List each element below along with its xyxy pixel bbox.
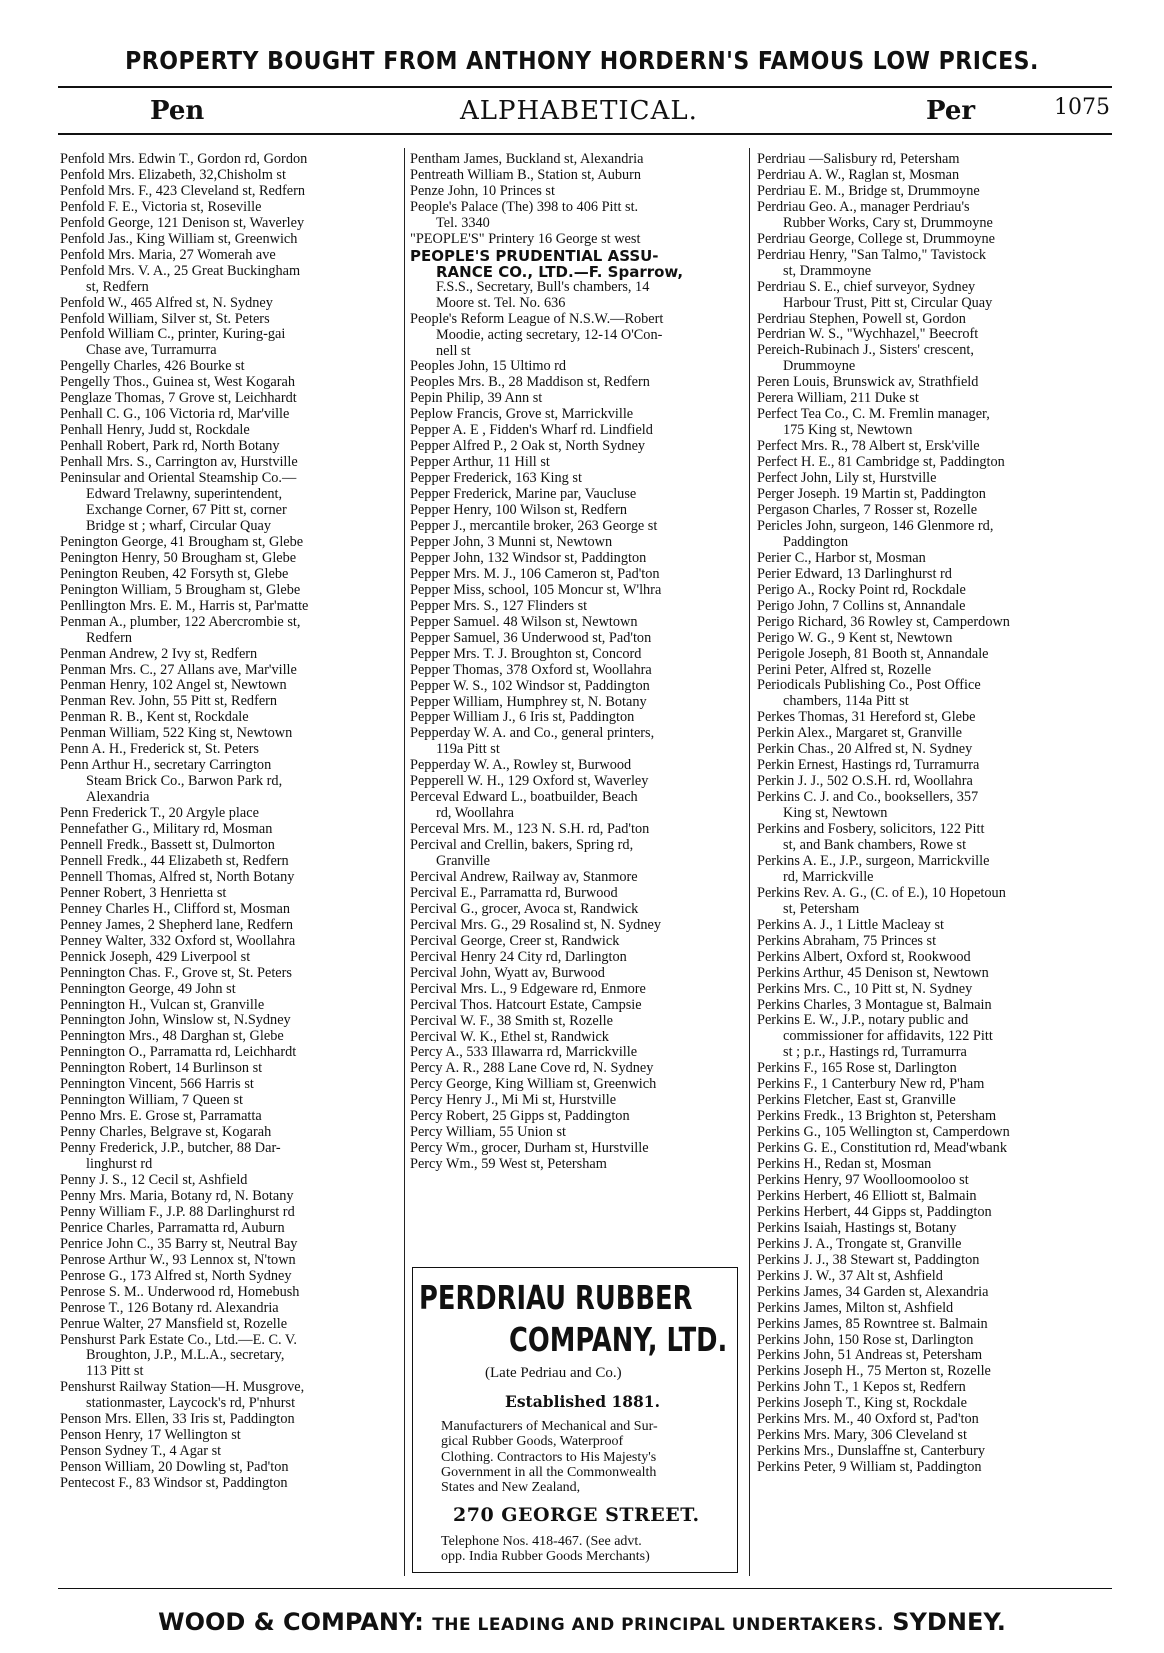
listing-entry: Peninsular and Oriental Steamship Co.— bbox=[60, 471, 297, 487]
listing-entry: Penfold Mrs. F., 423 Cleveland st, Redfern bbox=[60, 183, 306, 199]
perdriau-rubber-advert bbox=[412, 1267, 738, 1573]
listing-entry: Percival John, Wyatt av, Burwood bbox=[410, 965, 605, 981]
listing-entry: Penman Henry, 102 Angel st, Newtown bbox=[60, 678, 287, 694]
header-rule bbox=[58, 133, 1112, 135]
listing-entry: Pentreath William B., Station st, Auburn bbox=[410, 167, 642, 183]
listing-continuation-line: Moodie, acting secretary, 12-14 O'Con- bbox=[436, 327, 663, 343]
listing-entry: Penman Andrew, 2 Ivy st, Redfern bbox=[60, 646, 258, 662]
listing-entry: Perkins J. W., 37 Alt st, Ashfield bbox=[757, 1268, 943, 1284]
listing-entry: Penfold George, 121 Denison st, Waverley bbox=[60, 215, 305, 231]
listing-entry: Perdriau Stephen, Powell st, Gordon bbox=[757, 311, 966, 327]
listing-entry: Pepper Alfred P., 2 Oak st, North Sydney bbox=[410, 439, 646, 455]
listing-entry: Perceval Mrs. M., 123 N. S.H. rd, Pad'ton bbox=[410, 822, 650, 838]
listing-entry: Perkin Ernest, Hastings rd, Turramurra bbox=[757, 758, 980, 774]
listing-entry: Penner Robert, 3 Henrietta st bbox=[60, 885, 227, 901]
listing-continuation-line: 119a Pitt st bbox=[436, 742, 500, 758]
column-divider-2 bbox=[749, 148, 750, 1576]
listing-continuation-line: Chase ave, Turramurra bbox=[86, 343, 217, 359]
listing-continuation-line: st, and Bank chambers, Rowe st bbox=[783, 837, 967, 853]
listing-continuation-line: stationmaster, Laycock's rd, P'nhurst bbox=[86, 1396, 296, 1412]
listing-entry: Penglaze Thomas, 7 Grove st, Leichhardt bbox=[60, 391, 297, 407]
listing-entry: Peoples Mrs. B., 28 Maddison st, Redfern bbox=[410, 375, 650, 391]
listing-entry: Percival Mrs. L., 9 Edgeware rd, Enmore bbox=[410, 981, 646, 997]
listing-entry: Penman William, 522 King st, Newtown bbox=[60, 726, 293, 742]
listing-entry: Pennick Joseph, 429 Liverpool st bbox=[60, 949, 251, 965]
listing-entry: Penfold Mrs. Edwin T., Gordon rd, Gordon bbox=[60, 152, 308, 167]
listing-entry: Pepper Samuel, 36 Underwood st, Pad'ton bbox=[410, 630, 652, 646]
listing-continuation-line: commissioner for affidavits, 122 Pitt bbox=[783, 1029, 993, 1045]
listing-entry: Penllington Mrs. E. M., Harris st, Par'matte bbox=[60, 598, 309, 614]
listing-entry: Perfect John, Lily st, Hurstville bbox=[757, 471, 937, 487]
listing-entry: Perkins Mrs. C., 10 Pitt st, N. Sydney bbox=[757, 981, 973, 997]
listing-entry: Pennington Robert, 14 Burlinson st bbox=[60, 1061, 263, 1077]
listing-entry: Percy Wm., 59 West st, Petersham bbox=[410, 1157, 607, 1173]
advert-company-name-line2: COMPANY, LTD. bbox=[509, 1320, 728, 1359]
header-left-guide-word: Pen bbox=[150, 96, 205, 126]
listing-entry: Percival Andrew, Railway av, Stanmore bbox=[410, 869, 638, 885]
listing-entry: Perier Edward, 13 Darlinghurst rd bbox=[757, 566, 952, 582]
listing-entry: Perkins Herbert, 44 Gipps st, Paddington bbox=[757, 1204, 992, 1220]
listing-entry: Penington Henry, 50 Brougham st, Glebe bbox=[60, 550, 297, 566]
advert-description-line: Government in all the Commonwealth bbox=[441, 1464, 657, 1480]
bottom-advert-banner bbox=[0, 1608, 1164, 1636]
listing-entry: Pepperday W. A. and Co., general printers, bbox=[410, 726, 655, 742]
listing-entry: Pengelly Charles, 426 Bourke st bbox=[60, 359, 245, 375]
listing-entry: Penfold Jas., King William st, Greenwich bbox=[60, 231, 298, 247]
listing-continuation-line: chambers, 114a Pitt st bbox=[783, 694, 909, 710]
listing-continuation-line: Drummoyne bbox=[783, 359, 856, 375]
listing-entry: Perkins Joseph H., 75 Merton st, Rozelle bbox=[757, 1364, 991, 1380]
listing-entry: Percival G., grocer, Avoca st, Randwick bbox=[410, 901, 639, 917]
listing-entry: Percy A. R., 288 Lane Cove rd, N. Sydney bbox=[410, 1061, 654, 1077]
listing-continuation-line: Bridge st ; wharf, Circular Quay bbox=[86, 518, 272, 534]
listing-entry: Penrice Charles, Parramatta rd, Auburn bbox=[60, 1220, 285, 1236]
listing-entry: Perkins James, 34 Garden st, Alexandria bbox=[757, 1284, 989, 1300]
listing-continuation-line: st, Petersham bbox=[783, 901, 860, 917]
listing-entry: Perkins C. J. and Co., booksellers, 357 bbox=[757, 790, 979, 806]
listing-entry: Perkins F., 1 Canterbury New rd, P'ham bbox=[757, 1077, 985, 1093]
listing-entry: Perkins Henry, 97 Woolloomooloo st bbox=[757, 1173, 969, 1188]
listing-entry: Penson Henry, 17 Wellington st bbox=[60, 1428, 241, 1444]
listing-entry: Perkins Abraham, 75 Princes st bbox=[757, 933, 937, 949]
listing-entry: Perfect Mrs. R., 78 Albert st, Ersk'ville bbox=[757, 439, 980, 455]
advert-description-line: gical Rubber Goods, Waterproof bbox=[441, 1434, 624, 1450]
listing-entry: Penn Arthur H., secretary Carrington bbox=[60, 758, 272, 774]
listing-entry: Perigo A., Rocky Point rd, Rockdale bbox=[757, 582, 966, 598]
listing-entry: Penfold Mrs. Elizabeth, 32,Chisholm st bbox=[60, 167, 286, 183]
listing-entry: Pennell Fredk., Bassett st, Dulmorton bbox=[60, 837, 275, 853]
listing-entry: Penman R. B., Kent st, Rockdale bbox=[60, 710, 249, 726]
listing-entry: Percival George, Creer st, Randwick bbox=[410, 933, 620, 949]
listing-entry: Percival W. K., Ethel st, Randwick bbox=[410, 1029, 609, 1045]
listing-continuation-line: Paddington bbox=[783, 534, 849, 550]
listing-entry: Pepper John, 3 Munni st, Newtown bbox=[410, 534, 613, 550]
listing-entry: Penrose S. M.. Underwood rd, Homebush bbox=[60, 1284, 300, 1300]
listing-continuation-line: Steam Brick Co., Barwon Park rd, bbox=[86, 774, 283, 790]
listing-entry: Percival W. F., 38 Smith st, Rozelle bbox=[410, 1013, 613, 1029]
listing-entry: Penington Reuben, 42 Forsyth st, Glebe bbox=[60, 566, 289, 582]
listing-entry: Pericles John, surgeon, 146 Glenmore rd, bbox=[757, 518, 994, 534]
advert-former-name: (Late Pedriau and Co.) bbox=[485, 1365, 622, 1381]
advert-telephone bbox=[441, 1534, 650, 1565]
listing-entry: Perkins Fredk., 13 Brighton st, Petersham bbox=[757, 1109, 997, 1125]
listing-entry: Perkins G. E., Constitution rd, Mead'wbank bbox=[757, 1141, 1007, 1157]
top-rule bbox=[58, 86, 1112, 88]
listing-entry: Pereich-Rubinach J., Sisters' crescent, bbox=[757, 343, 974, 359]
listing-continuation-line: Broughton, J.P., M.L.A., secretary, bbox=[86, 1348, 285, 1364]
listing-continuation-line: Rubber Works, Cary st, Drummoyne bbox=[783, 215, 993, 231]
listing-entry: Pergason Charles, 7 Rosser st, Rozelle bbox=[757, 502, 978, 518]
listing-entry: Pepper A. E , Fidden's Wharf rd. Lindfield bbox=[410, 423, 653, 439]
listing-entry: Perkins Joseph T., King st, Rockdale bbox=[757, 1396, 967, 1412]
listing-entry: Penman Rev. John, 55 Pitt st, Redfern bbox=[60, 694, 278, 710]
listing-entry: Perini Peter, Alfred st, Rozelle bbox=[757, 662, 932, 678]
listing-entry: Penson Mrs. Ellen, 33 Iris st, Paddington bbox=[60, 1412, 295, 1428]
listing-entry: Pennell Fredk., 44 Elizabeth st, Redfern bbox=[60, 853, 289, 869]
listing-entry: Percival Thos. Hatcourt Estate, Campsie bbox=[410, 997, 642, 1013]
listing-continuation-line: F.S.S., Secretary, Bull's chambers, 14 bbox=[436, 279, 650, 295]
listing-entry: Perkins Arthur, 45 Denison st, Newtown bbox=[757, 965, 989, 981]
column-2-listings bbox=[410, 152, 740, 1173]
listing-entry: Perkins E. W., J.P., notary public and bbox=[757, 1013, 969, 1029]
listing-entry: Perger Joseph. 19 Martin st, Paddington bbox=[757, 487, 986, 503]
listing-entry: Pepper Arthur, 11 Hill st bbox=[410, 455, 550, 471]
listing-entry: Pepper J., mercantile broker, 263 George st bbox=[410, 519, 658, 535]
listing-entry: Pepper Thomas, 378 Oxford st, Woollahra bbox=[410, 662, 652, 678]
listing-entry: Pepperell W. H., 129 Oxford st, Waverley bbox=[410, 774, 649, 790]
listing-entry: Penhall Henry, Judd st, Rockdale bbox=[60, 423, 250, 439]
listing-continuation-line: Exchange Corner, 67 Pitt st, corner bbox=[86, 502, 287, 518]
listing-entry: Pepper William, Humphrey st, N. Botany bbox=[410, 694, 647, 710]
listing-entry: Perkins Mrs., Dunslaffne st, Canterbury bbox=[757, 1444, 986, 1460]
listing-entry: Pennefather G., Military rd, Mosman bbox=[60, 822, 273, 838]
listing-entry: Percy A., 533 Illawarra rd, Marrickville bbox=[410, 1045, 638, 1061]
listing-entry: Perdriau Geo. A., manager Perdriau's bbox=[757, 199, 970, 215]
listing-entry: Penington William, 5 Brougham st, Glebe bbox=[60, 582, 301, 598]
column-1-listings bbox=[60, 152, 406, 1492]
listing-entry: Pepper Mrs. T. J. Broughton st, Concord bbox=[410, 646, 642, 662]
listing-entry: Pepin Philip, 39 Ann st bbox=[410, 391, 543, 407]
header-right-guide-word: Per bbox=[926, 96, 976, 126]
listing-entry: Perkin Alex., Margaret st, Granville bbox=[757, 726, 963, 742]
listing-entry: Penrue Walter, 27 Mansfield st, Rozelle bbox=[60, 1316, 288, 1332]
listing-entry: Perkins Mrs. Mary, 306 Cleveland st bbox=[757, 1428, 967, 1444]
listing-entry: Perkins James, 85 Rowntree st. Balmain bbox=[757, 1316, 988, 1332]
advert-telephone-line: opp. India Rubber Goods Merchants) bbox=[441, 1549, 650, 1565]
listing-entry: Peren Louis, Brunswick av, Strathfield bbox=[757, 375, 979, 391]
listing-entry: Pepper John, 132 Windsor st, Paddington bbox=[410, 550, 647, 566]
listing-continuation-line: Harbour Trust, Pitt st, Circular Quay bbox=[783, 295, 993, 311]
listing-continuation-line: Moore st. Tel. No. 636 bbox=[436, 295, 566, 311]
bottom-banner-company: WOOD & COMPANY: bbox=[158, 1608, 424, 1636]
listing-entry: Penney Charles H., Clifford st, Mosman bbox=[60, 901, 291, 917]
listing-continuation-line: Redfern bbox=[86, 630, 133, 646]
listing-entry: Penze John, 10 Princes st bbox=[410, 183, 555, 199]
listing-entry: "PEOPLE'S" Printery 16 George st west bbox=[410, 231, 641, 247]
listing-entry: Penfold William C., printer, Kuring-gai bbox=[60, 327, 286, 343]
listing-entry: Penney Walter, 332 Oxford st, Woollahra bbox=[60, 933, 296, 949]
listing-entry: Perceval Edward L., boatbuilder, Beach bbox=[410, 790, 638, 806]
listing-entry: Percival Mrs. G., 29 Rosalind st, N. Sydney bbox=[410, 917, 661, 933]
listing-entry: Pennington Chas. F., Grove st, St. Peters bbox=[60, 965, 292, 981]
listing-entry: Penrice John C., 35 Barry st, Neutral Bay bbox=[60, 1236, 298, 1252]
listing-entry: Pennington Mrs., 48 Darghan st, Glebe bbox=[60, 1029, 284, 1045]
listing-entry: Pennell Thomas, Alfred st, North Botany bbox=[60, 869, 295, 885]
page-number: 1075 bbox=[1054, 95, 1110, 120]
bottom-banner-tagline: THE LEADING AND PRINCIPAL UNDERTAKERS. bbox=[432, 1615, 884, 1635]
listing-continuation-line: King st, Newtown bbox=[783, 806, 888, 822]
listing-entry: Perfect H. E., 81 Cambridge st, Paddington bbox=[757, 455, 1005, 471]
listing-entry: Pepper Samuel. 48 Wilson st, Newtown bbox=[410, 614, 638, 630]
listing-entry: Penfold William, Silver st, St. Peters bbox=[60, 311, 270, 327]
column-3-listings bbox=[757, 152, 1105, 1476]
listing-entry: Penn A. H., Frederick st, St. Peters bbox=[60, 742, 259, 758]
listing-entry: Perigo Richard, 36 Rowley st, Camperdown bbox=[757, 614, 1010, 630]
listing-entry: Perigo W. G., 9 Kent st, Newtown bbox=[757, 630, 953, 646]
listing-entry: Percy George, King William st, Greenwich bbox=[410, 1077, 657, 1093]
listing-entry: Pentecost F., 83 Windsor st, Paddington bbox=[60, 1476, 288, 1492]
listing-entry: Perdriau George, College st, Drummoyne bbox=[757, 231, 995, 247]
listing-entry: Pepper Henry, 100 Wilson st, Redfern bbox=[410, 503, 628, 519]
listing-entry: Penshurst Park Estate Co., Ltd.—E. C. V. bbox=[60, 1332, 297, 1348]
bottom-banner-city: SYDNEY. bbox=[892, 1608, 1006, 1636]
listing-entry: Penny Mrs. Maria, Botany rd, N. Botany bbox=[60, 1188, 294, 1204]
listing-entry: Pepper Frederick, Marine par, Vaucluse bbox=[410, 487, 637, 503]
listing-entry: People's Palace (The) 398 to 406 Pitt st. bbox=[410, 199, 639, 215]
listing-entry: Penshurst Railway Station—H. Musgrove, bbox=[60, 1380, 305, 1396]
listing-entry: Perkins Fletcher, East st, Granville bbox=[757, 1093, 956, 1109]
listing-entry: Perkins Herbert, 46 Elliott st, Balmain bbox=[757, 1188, 977, 1204]
listing-entry: Percy Robert, 25 Gipps st, Paddington bbox=[410, 1109, 630, 1125]
listing-entry: Perkins Peter, 9 William st, Paddington bbox=[757, 1460, 982, 1476]
listing-entry: Pennington O., Parramatta rd, Leichhardt bbox=[60, 1045, 297, 1061]
listing-continuation-line: Alexandria bbox=[86, 790, 150, 806]
listing-entry: Perdrian W. S., "Wychhazel," Beecroft bbox=[757, 327, 979, 343]
listing-entry: Periodicals Publishing Co., Post Office bbox=[757, 678, 981, 694]
listing-entry: Pepper Frederick, 163 King st bbox=[410, 471, 582, 487]
listing-entry: PEOPLE'S PRUDENTIAL ASSU- bbox=[410, 246, 659, 265]
listing-entry: Percy William, 55 Union st bbox=[410, 1125, 567, 1141]
listing-continuation-line: nell st bbox=[436, 343, 471, 359]
listing-entry: Perkins John, 150 Rose st, Darlington bbox=[757, 1332, 974, 1348]
listing-entry: Perkins A. J., 1 Little Macleay st bbox=[757, 917, 945, 933]
advert-description-line: States and New Zealand, bbox=[441, 1480, 581, 1496]
listing-continuation-line: RANCE CO., LTD.—F. Sparrow, bbox=[436, 262, 684, 281]
listing-entry: Perkins Charles, 3 Montague st, Balmain bbox=[757, 997, 992, 1013]
advert-telephone-line: Telephone Nos. 418-467. (See advt. bbox=[441, 1534, 642, 1549]
listing-entry: Perera William, 211 Duke st bbox=[757, 391, 919, 407]
listing-entry: Perkins J. J., 38 Stewart st, Paddington bbox=[757, 1252, 980, 1268]
header-title: ALPHABETICAL. bbox=[460, 96, 698, 126]
listing-continuation-line: Granville bbox=[436, 854, 490, 870]
listing-entry: Pentham James, Buckland st, Alexandria bbox=[410, 152, 644, 167]
listing-entry: Perkins James, Milton st, Ashfield bbox=[757, 1300, 954, 1316]
listing-entry: Perigo John, 7 Collins st, Annandale bbox=[757, 598, 966, 614]
listing-entry: Penhall Robert, Park rd, North Botany bbox=[60, 439, 280, 455]
listing-entry: Pennington Vincent, 566 Harris st bbox=[60, 1077, 254, 1093]
listing-continuation-line: 175 King st, Newtown bbox=[783, 423, 913, 439]
listing-entry: Penson William, 20 Dowling st, Pad'ton bbox=[60, 1460, 289, 1476]
listing-entry: Percy Wm., grocer, Durham st, Hurstville bbox=[410, 1141, 649, 1157]
listing-entry: Perdriau —Salisbury rd, Petersham bbox=[757, 152, 960, 167]
listing-entry: Pepper W. S., 102 Windsor st, Paddington bbox=[410, 678, 650, 694]
listing-continuation-line: st ; p.r., Hastings rd, Turramurra bbox=[783, 1045, 967, 1061]
listing-entry: Penny Charles, Belgrave st, Kogarah bbox=[60, 1125, 272, 1141]
listing-entry: Perkes Thomas, 31 Hereford st, Glebe bbox=[757, 710, 976, 726]
listing-entry: Perkins Mrs. M., 40 Oxford st, Pad'ton bbox=[757, 1412, 979, 1428]
advert-address: 270 GEORGE STREET. bbox=[453, 1504, 700, 1526]
listing-entry: Perkin J. J., 502 O.S.H. rd, Woollahra bbox=[757, 774, 973, 790]
listing-entry: Perkins Rev. A. G., (C. of E.), 10 Hopetoun bbox=[757, 885, 1006, 901]
listing-continuation-line: st, Redfern bbox=[86, 279, 149, 295]
listing-entry: Pepper William J., 6 Iris st, Paddington bbox=[410, 710, 635, 726]
listing-entry: Penman Mrs. C., 27 Allans ave, Mar'ville bbox=[60, 662, 297, 678]
listing-entry: Perdriau A. W., Raglan st, Mosman bbox=[757, 167, 960, 183]
listing-entry: Pennington William, 7 Queen st bbox=[60, 1093, 244, 1109]
listing-entry: Perkins Albert, Oxford st, Rookwood bbox=[757, 949, 971, 965]
listing-entry: Perfect Tea Co., C. M. Fremlin manager, bbox=[757, 407, 990, 423]
listing-entry: Perdriau S. E., chief surveyor, Sydney bbox=[757, 279, 976, 295]
listing-continuation-line: rd, Marrickville bbox=[783, 869, 874, 885]
listing-continuation-line: rd, Woollahra bbox=[436, 806, 514, 822]
listing-entry: Penman A., plumber, 122 Abercrombie st, bbox=[60, 614, 301, 630]
listing-entry: Percival and Crellin, bakers, Spring rd, bbox=[410, 838, 634, 854]
listing-entry: Perkins John T., 1 Kepos st, Redfern bbox=[757, 1380, 966, 1396]
listing-entry: People's Reform League of N.S.W.—Robert bbox=[410, 311, 664, 327]
listing-entry: Perkins G., 105 Wellington st, Camperdown bbox=[757, 1125, 1010, 1141]
listing-continuation-line: st, Drammoyne bbox=[783, 263, 872, 279]
listing-entry: Perkins F., 165 Rose st, Darlington bbox=[757, 1061, 957, 1077]
listing-entry: Penfold F. E., Victoria st, Roseville bbox=[60, 199, 262, 215]
listing-entry: Perkins J. A., Trongate st, Granville bbox=[757, 1236, 962, 1252]
advert-established: Established 1881. bbox=[505, 1392, 660, 1411]
listing-entry: Penington George, 41 Brougham st, Glebe bbox=[60, 534, 304, 550]
listing-entry: Pengelly Thos., Guinea st, West Kogarah bbox=[60, 375, 295, 391]
listing-entry: Peplow Francis, Grove st, Marrickville bbox=[410, 407, 634, 423]
listing-entry: Penno Mrs. E. Grose st, Parramatta bbox=[60, 1109, 262, 1125]
listing-entry: Perigole Joseph, 81 Booth st, Annandale bbox=[757, 646, 989, 662]
listing-entry: Penfold Mrs. V. A., 25 Great Buckingham bbox=[60, 263, 301, 279]
listing-entry: Pennington George, 49 John st bbox=[60, 981, 236, 997]
listing-entry: Penfold W., 465 Alfred st, N. Sydney bbox=[60, 295, 273, 311]
listing-entry: Penny J. S., 12 Cecil st, Ashfield bbox=[60, 1173, 248, 1188]
listing-continuation-line: Tel. 3340 bbox=[436, 215, 490, 231]
listing-entry: Percival E., Parramatta rd, Burwood bbox=[410, 885, 618, 901]
listing-entry: Perier C., Harbor st, Mosman bbox=[757, 550, 926, 566]
listing-entry: Perkin Chas., 20 Alfred st, N. Sydney bbox=[757, 742, 973, 758]
listing-entry: Pennington H., Vulcan st, Granville bbox=[60, 997, 265, 1013]
listing-entry: Pepper Mrs. M. J., 106 Cameron st, Pad'ton bbox=[410, 566, 660, 582]
advert-description-line: Manufacturers of Mechanical and Sur- bbox=[441, 1419, 658, 1434]
listing-entry: Penfold Mrs. Maria, 27 Womerah ave bbox=[60, 247, 276, 263]
listing-entry: Penny Frederick, J.P., butcher, 88 Dar- bbox=[60, 1141, 281, 1157]
listing-entry: Perkins A. E., J.P., surgeon, Marrickville bbox=[757, 853, 990, 869]
listing-entry: Pepper Mrs. S., 127 Flinders st bbox=[410, 598, 588, 614]
listing-entry: Penrose T., 126 Botany rd. Alexandria bbox=[60, 1300, 279, 1316]
top-advert-banner: PROPERTY BOUGHT FROM ANTHONY HORDERN'S FAMOUS LOW PRICES. bbox=[125, 46, 1039, 75]
listing-continuation-line: linghurst rd bbox=[86, 1157, 153, 1173]
listing-continuation-line: Edward Trelawny, superintendent, bbox=[86, 487, 283, 503]
advert-description bbox=[441, 1419, 737, 1495]
listing-entry: Penhall C. G., 106 Victoria rd, Mar'ville bbox=[60, 407, 290, 423]
listing-entry: Penn Frederick T., 20 Argyle place bbox=[60, 806, 259, 822]
listing-entry: Perdriau Henry, "San Talmo," Tavistock bbox=[757, 247, 986, 263]
listing-entry: Perkins H., Redan st, Mosman bbox=[757, 1157, 932, 1173]
listing-entry: Penrose Arthur W., 93 Lennox st, N'town bbox=[60, 1252, 296, 1268]
advert-company-name-line1: PERDRIAU RUBBER bbox=[419, 1278, 693, 1317]
listing-entry: Perkins and Fosbery, solicitors, 122 Pitt bbox=[757, 822, 985, 838]
listing-entry: Pennington John, Winslow st, N.Sydney bbox=[60, 1013, 291, 1029]
advert-description-line: Clothing. Contractors to His Majesty's bbox=[441, 1449, 657, 1465]
listing-entry: Pepperday W. A., Rowley st, Burwood bbox=[410, 758, 632, 774]
listing-entry: Penhall Mrs. S., Carrington av, Hurstville bbox=[60, 455, 298, 471]
listing-continuation-line: 113 Pitt st bbox=[86, 1364, 144, 1380]
footer-rule bbox=[58, 1588, 1112, 1589]
listing-entry: Percival Henry 24 City rd, Darlington bbox=[410, 949, 627, 965]
listing-entry: Penny William F., J.P. 88 Darlinghurst rd bbox=[60, 1204, 295, 1220]
listing-entry: Penrose G., 173 Alfred st, North Sydney bbox=[60, 1268, 292, 1284]
listing-entry: Perkins John, 51 Andreas st, Petersham bbox=[757, 1348, 983, 1364]
listing-entry: Perdriau E. M., Bridge st, Drummoyne bbox=[757, 183, 980, 199]
listing-entry: Penson Sydney T., 4 Agar st bbox=[60, 1444, 222, 1460]
listing-entry: Peoples John, 15 Ultimo rd bbox=[410, 359, 567, 375]
listing-entry: Perkins Isaiah, Hastings st, Botany bbox=[757, 1220, 957, 1236]
listing-entry: Pepper Miss, school, 105 Moncur st, W'lhra bbox=[410, 582, 662, 598]
listing-entry: Penney James, 2 Shepherd lane, Redfern bbox=[60, 917, 294, 933]
listing-entry: Percy Henry J., Mi Mi st, Hurstville bbox=[410, 1093, 617, 1109]
